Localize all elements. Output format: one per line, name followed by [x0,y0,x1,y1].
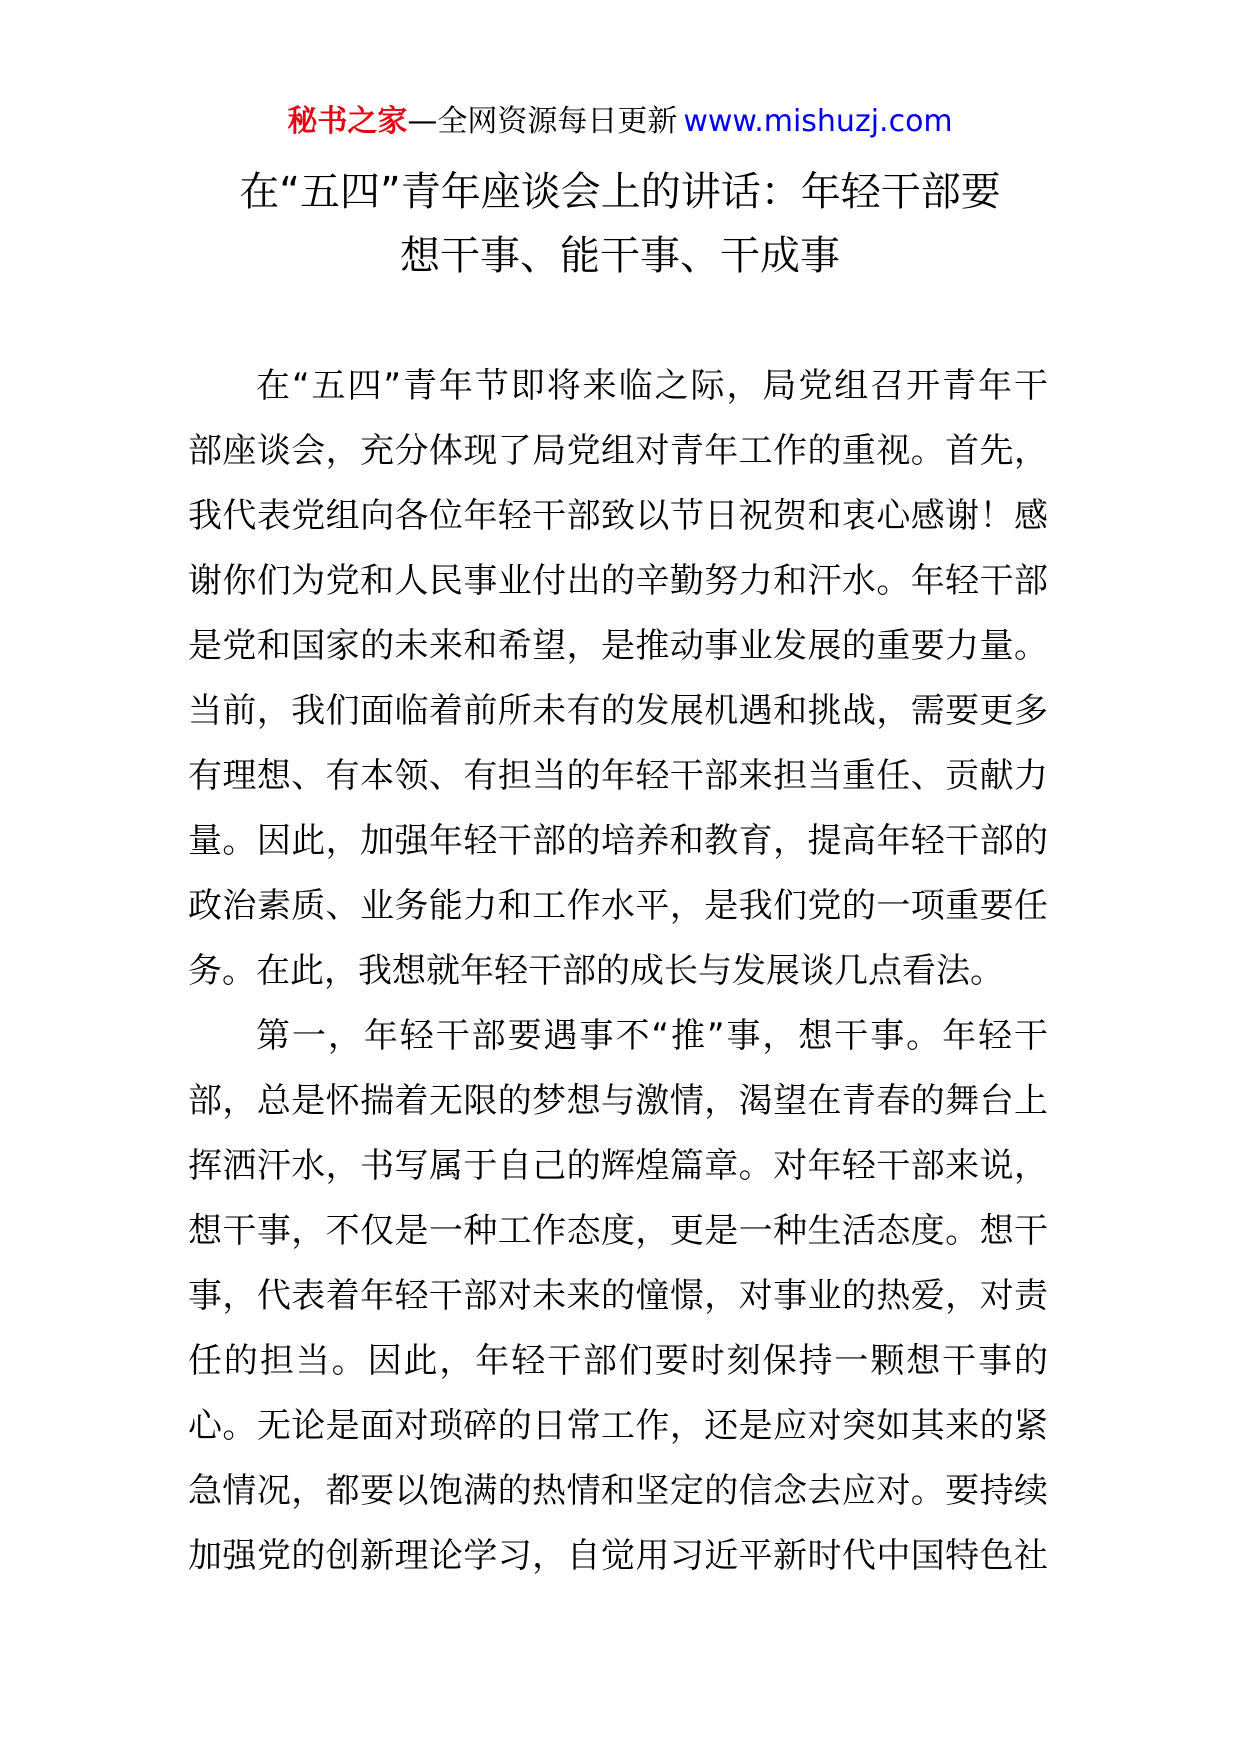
body-line: 务。在此，我想就年轻干部的成长与发展谈几点看法。 [188,951,1004,991]
site-url-link[interactable]: www.mishuzj.com [683,104,953,139]
body-line: 政治素质、业务能力和工作水平，是我们党的一项重要任 [188,886,1048,926]
body-line: 事，代表着年轻干部对未来的憧憬，对事业的热爱，对责 [188,1276,1048,1316]
body-line: 在“五四”青年节即将来临之际，局党组召开青年干 [256,366,1048,406]
body-line: 谢你们为党和人民事业付出的辛勤努力和汗水。年轻干部 [188,561,1048,601]
site-header [0,100,1240,144]
body-line: 想干事，不仅是一种工作态度，更是一种生活态度。想干 [188,1211,1048,1251]
document-title-line-1: 在“五四”青年座谈会上的讲话：年轻干部要 [239,169,1001,215]
document-title-line-2: 想干事、能干事、干成事 [400,233,840,279]
body-line: 第一，年轻干部要遇事不“推”事，想干事。年轻干 [256,1016,1048,1056]
body-line: 量。因此，加强年轻干部的培养和教育，提高年轻干部的 [188,821,1048,861]
body-line: 部，总是怀揣着无限的梦想与激情，渴望在青春的舞台上 [188,1081,1048,1121]
site-brand: 秘书之家 [287,104,408,139]
body-line: 心。无论是面对琐碎的日常工作，还是应对突如其来的紧 [188,1406,1048,1446]
body-line: 挥洒汗水，书写属于自己的辉煌篇章。对年轻干部来说， [188,1146,1048,1186]
body-line: 是党和国家的未来和希望，是推动事业发展的重要力量。 [188,626,1048,666]
body-line: 加强党的创新理论学习，自觉用习近平新时代中国特色社 [188,1536,1048,1576]
document-body [188,354,1048,1589]
body-line: 急情况，都要以饱满的热情和坚定的信念去应对。要持续 [188,1471,1048,1511]
body-line: 我代表党组向各位年轻干部致以节日祝贺和衷心感谢！感 [188,496,1048,536]
body-line: 有理想、有本领、有担当的年轻干部来担当重任、贡献力 [188,756,1048,796]
document-title [190,160,1050,288]
body-line: 当前，我们面临着前所未有的发展机遇和挑战，需要更多 [188,691,1048,731]
site-tagline: —全网资源每日更新 [407,104,678,139]
body-line: 任的担当。因此，年轻干部们要时刻保持一颗想干事的 [188,1341,1048,1381]
body-line: 部座谈会，充分体现了局党组对青年工作的重视。首先， [188,431,1048,471]
